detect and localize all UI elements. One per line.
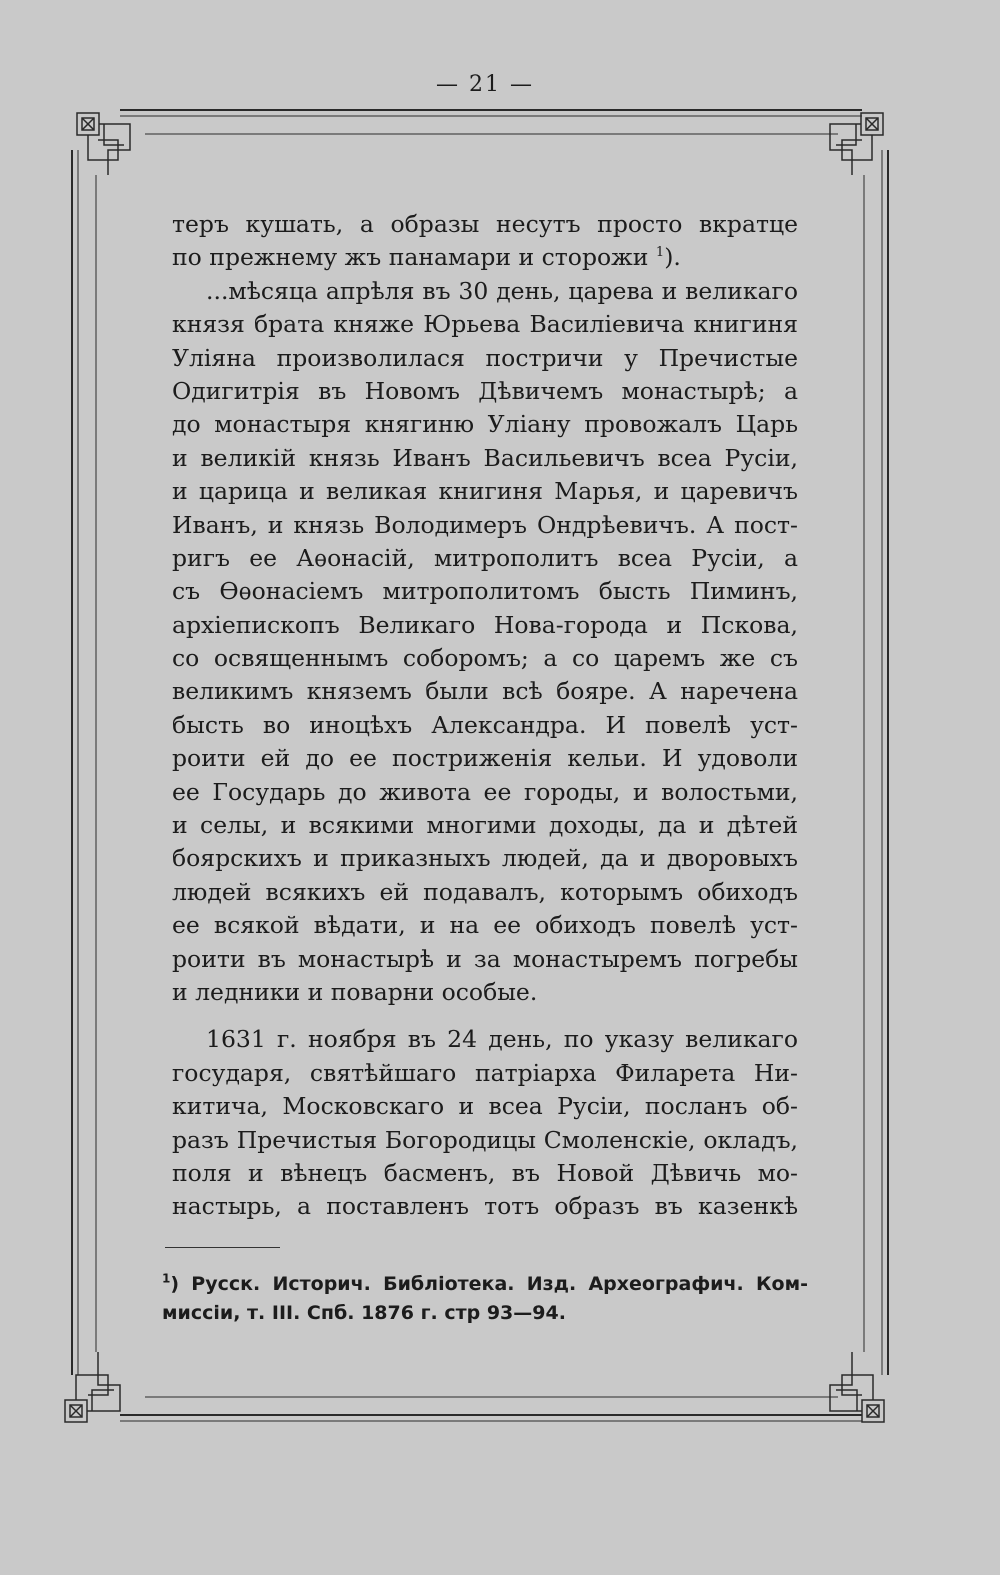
corner-ornament-bottom-right — [830, 1352, 884, 1422]
text-line: боярскихъ и приказныхъ людей, да и дворовыхъ — [172, 844, 798, 873]
text-line: и царица и великая книгиня Марья, и царевичъ — [172, 477, 798, 506]
text-line: людей всякихъ ей подавалъ, которымъ обиходъ — [172, 877, 798, 906]
text-line: князя брата княже Юрьева Василіевича книгиня — [172, 310, 798, 339]
text-line: ригъ ее Аѳонасій, митрополитъ всеа Русіи, а — [172, 543, 798, 572]
footnote-rule — [165, 1247, 280, 1248]
text-line: Иванъ, и князь Володимеръ Ондрѣевичъ. А пост- — [172, 510, 798, 539]
text-line: китича, Московскаго и всеа Русіи, посланъ об- — [172, 1092, 798, 1121]
text-line — [172, 241, 798, 274]
text-line: роити ей до ее постриженія кельи. И удоволи — [172, 744, 798, 773]
text-line: разъ Пречистыя Богородицы Смоленскіе, окладъ, — [172, 1125, 798, 1154]
text-line: ...мѣсяца апрѣля въ 30 день, царева и великаго — [206, 276, 798, 305]
corner-ornament-bottom-left — [65, 1352, 120, 1422]
footnote-line — [162, 1270, 808, 1299]
text-line: теръ кушать, а образы несутъ просто вкратце — [172, 210, 798, 238]
page-number: — 21 — — [436, 72, 534, 97]
text-line: Одигитрія въ Новомъ Дѣвичемъ монастырѣ; а — [172, 376, 798, 405]
footnote — [162, 1270, 808, 1328]
text-line: и великій князь Иванъ Васильевичъ всеа Русіи, — [172, 443, 798, 472]
text-line-content: по прежнему жъ панамари и сторожи — [172, 243, 649, 272]
text-line: архіепископъ Великаго Нова-города и Пскова, — [172, 610, 798, 639]
footnote-mark: 1 — [162, 1271, 171, 1286]
text-line-tail: ). — [664, 243, 681, 272]
text-line: со освященнымъ соборомъ; а со царемъ же съ — [172, 644, 798, 673]
text-line: государя, святѣйшаго патріарха Филарета Ни- — [172, 1058, 798, 1087]
body-text — [172, 208, 798, 1224]
text-line: ее Государь до живота ее городы, и волостьми, — [172, 777, 798, 806]
text-line: и ледники и поварни особые. — [172, 977, 538, 1006]
text-line: 1631 г. ноября въ 24 день, по указу великаго — [206, 1025, 798, 1054]
text-line: Уліяна произволилася постричи у Пречистые — [172, 343, 798, 372]
text-line: до монастыря княгиню Уліану провожалъ Царь — [172, 410, 798, 439]
paragraph-gap — [172, 1009, 798, 1023]
text-line: настырь, а поставленъ тотъ образъ въ казенкѣ — [172, 1192, 798, 1221]
text-line: и селы, и всякими многими доходы, да и дѣтей — [172, 811, 798, 840]
text-line: ее всякой вѣдати, и на ее обиходъ повелѣ уст- — [172, 911, 798, 940]
text-line: поля и вѣнецъ басменъ, въ Новой Дѣвичь мо- — [172, 1158, 798, 1187]
text-line: роити въ монастырѣ и за монастыремъ погребы — [172, 944, 798, 973]
text-line: съ Ѳѳонасіемъ митрополитомъ бысть Пиминъ, — [172, 577, 798, 606]
footnote-line: миссіи, т. III. Спб. 1876 г. стр 93—94. — [162, 1302, 566, 1324]
corner-ornament-top-right — [830, 113, 883, 175]
corner-ornament-top-left — [77, 113, 130, 175]
text-line: бысть во иноцѣхъ Александра. И повелѣ уст- — [172, 710, 798, 739]
text-line: великимъ княземъ были всѣ бояре. А наречена — [172, 677, 798, 706]
footnote-reference: 1 — [655, 245, 665, 261]
footnote-text: ) Русск. Историч. Библіотека. Изд. Археографич. Ком- — [170, 1273, 808, 1295]
